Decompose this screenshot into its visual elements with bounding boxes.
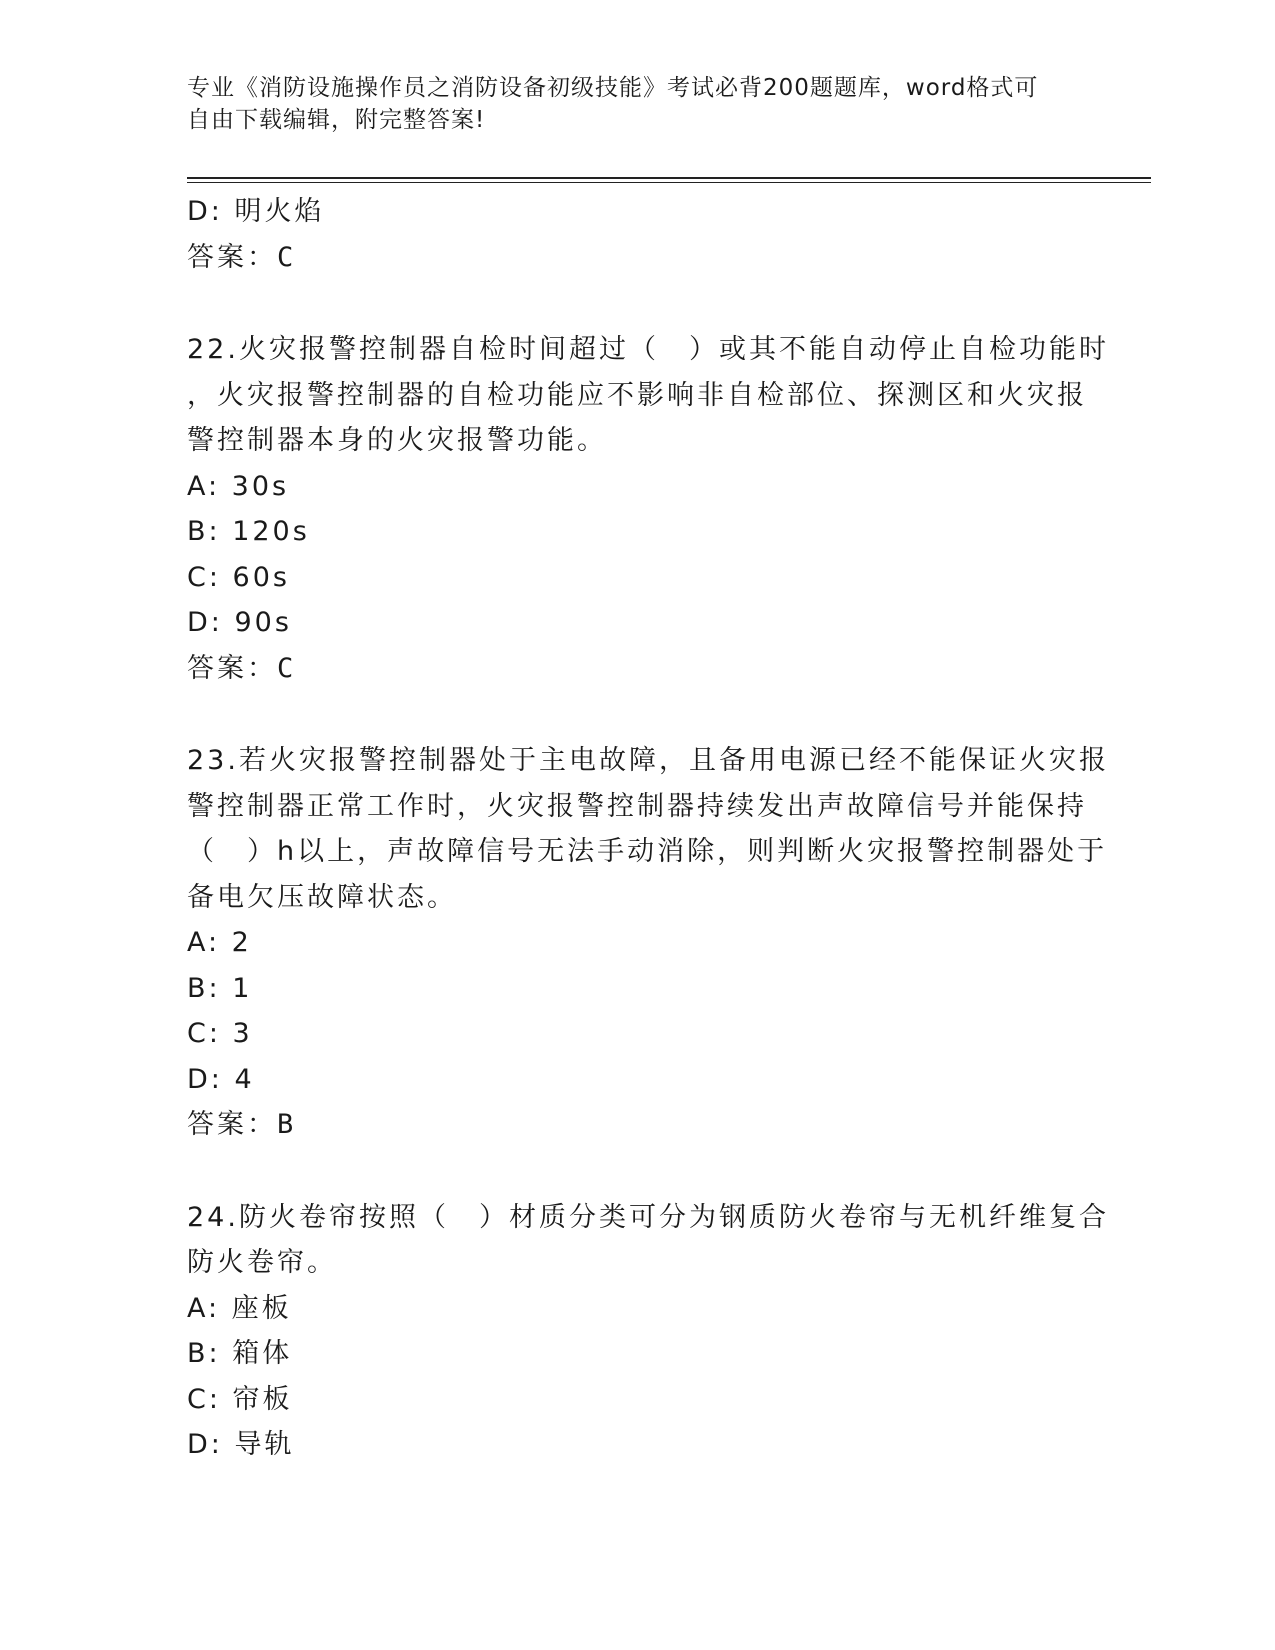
answer-line: 答案：C: [187, 652, 297, 684]
question-text-line: （ ）h以上，声故障信号无法手动消除，则判断火灾报警控制器处于: [187, 836, 1108, 867]
option-a: A: 30s: [187, 470, 290, 502]
question-22: [187, 327, 1109, 691]
question-text-line: 24.防火卷帘按照（ ）材质分类可分为钢质防火卷帘与无机纤维复合: [187, 1201, 1109, 1233]
question-text-line: 22.火灾报警控制器自检时间超过（ ）或其不能自动停止自检功能时: [187, 334, 1109, 365]
question-text-line: 警控制器本身的火灾报警功能。: [187, 425, 607, 456]
option-b: B: 箱体: [187, 1338, 293, 1369]
option-c: C: 3: [187, 1018, 253, 1049]
option-b: B: 120s: [187, 516, 310, 547]
option-a: A: 座板: [187, 1292, 292, 1324]
option-d: D: 导轨: [187, 1429, 295, 1460]
option-c: C: 60s: [187, 561, 290, 593]
header-divider-thick: [187, 177, 1151, 179]
question-24: [187, 1195, 1109, 1468]
header-line-1: 专业《消防设施操作员之消防设备初级技能》考试必背200题题库，word格式可: [187, 75, 1039, 101]
question-content: [187, 189, 1109, 1468]
option-d: D: 4: [187, 1063, 255, 1095]
option-b: B: 1: [187, 972, 253, 1004]
option-a: A: 2: [187, 927, 252, 958]
header-divider-thin: [187, 182, 1151, 183]
answer-line: 答案：C: [187, 241, 297, 273]
answer-line: 答案：B: [187, 1109, 297, 1140]
question-text-line: ，火灾报警控制器的自检功能应不影响非自检部位、探测区和火灾报: [187, 379, 1087, 411]
page-header: [187, 72, 1087, 136]
option-d: D: 90s: [187, 607, 292, 638]
option-d: D: 明火焰: [187, 196, 325, 227]
question-text-line: 警控制器正常工作时，火灾报警控制器持续发出声故障信号并能保持: [187, 790, 1087, 822]
option-c: C: 帘板: [187, 1383, 293, 1415]
question-text-line: 备电欠压故障状态。: [187, 881, 457, 913]
previous-question-tail: [187, 189, 1087, 280]
question-text-line: 防火卷帘。: [187, 1247, 337, 1278]
question-text-line: 23.若火灾报警控制器处于主电故障，且备用电源已经不能保证火灾报: [187, 745, 1109, 776]
header-line-2: 自由下载编辑，附完整答案!: [187, 107, 486, 133]
question-23: [187, 738, 1109, 1148]
